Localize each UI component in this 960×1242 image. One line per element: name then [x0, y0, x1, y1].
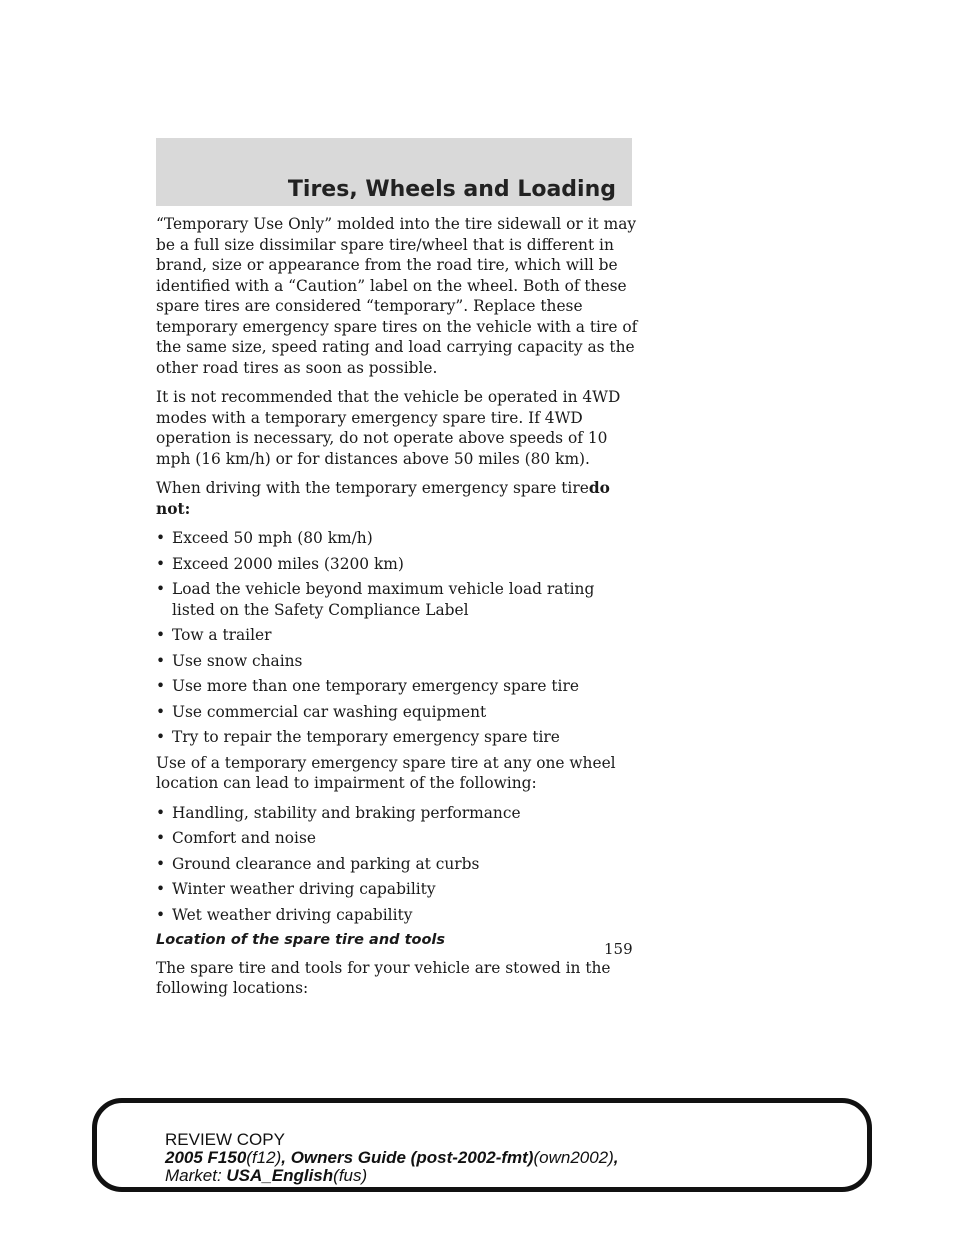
paragraph-4wd-warning: It is not recommended that the vehicle be operated in 4WD modes with a temporary emergency spare tire. If 4WD operation is necessary, do not operate above speeds of 10 mph (16 km/h) or for distances above 50 miles (80 km).	[156, 388, 621, 468]
do-not-emphasis: do not:	[156, 479, 610, 518]
market-label: Market:	[165, 1166, 227, 1185]
list-item	[156, 676, 640, 697]
bullet-mark: •	[156, 626, 166, 644]
list-item	[156, 803, 640, 824]
list-item	[156, 528, 640, 549]
review-copy-text	[165, 1131, 619, 1185]
do-not-list	[156, 528, 640, 748]
section-title: Tires, Wheels and Loading	[287, 177, 616, 202]
do-not-lead: When driving with the temporary emergency spare tire	[156, 479, 589, 497]
paragraph-impairment-intro: Use of a temporary emergency spare tire at any one wheel location can lead to impairment of the following:	[156, 753, 616, 792]
bullet-mark: •	[156, 880, 166, 898]
list-item-text: Exceed 2000 miles (3200 km)	[172, 554, 404, 573]
list-item-text: Use snow chains	[172, 651, 303, 670]
list-item-text: Ground clearance and parking at curbs	[172, 854, 480, 873]
bullet-mark: •	[156, 702, 166, 721]
list-item	[156, 702, 640, 723]
bullet-mark: •	[156, 905, 166, 924]
model-name: 2005 F150	[165, 1148, 247, 1167]
bullet-mark: •	[156, 728, 166, 746]
page-content	[156, 214, 640, 1008]
list-item-text: Try to repair the temporary emergency spare tire	[172, 728, 560, 746]
bullet-mark: •	[156, 580, 166, 598]
list-item	[156, 879, 640, 900]
list-item	[156, 905, 640, 926]
paragraph-temporary-spare: “Temporary Use Only” molded into the tire sidewall or it may be a full size dissimilar spare tire/wheel that is different in brand, size or appearance from the road tire, which will be identified with a “Caution” label on the wheel. Both of these spare tires are considered “temporary”. Replace these temporary emergency spare tires on the vehicle with a tire of the same size, speed rating and load carrying capacity as the other road tires as soon as possible.	[156, 215, 638, 377]
list-item-text: Exceed 50 mph (80 km/h)	[172, 529, 373, 547]
bullet-mark: •	[156, 554, 166, 573]
review-copy-guide-line	[165, 1149, 619, 1167]
bullet-mark: •	[156, 677, 166, 695]
list-item-text: Winter weather driving capability	[172, 880, 436, 898]
impairment-list	[156, 803, 640, 926]
paragraph-spare-location: The spare tire and tools for your vehicle are stowed in the following locations:	[156, 958, 611, 997]
list-item-text: Use commercial car washing equipment	[172, 702, 487, 721]
market-name: USA_English	[226, 1166, 334, 1185]
bullet-mark: •	[156, 651, 166, 670]
subheading-spare-location: Location of the spare tire and tools	[156, 932, 446, 948]
list-item-text: Tow a trailer	[172, 626, 272, 644]
list-item-text: Comfort and noise	[172, 829, 316, 847]
bullet-mark: •	[156, 854, 166, 873]
list-item	[156, 651, 640, 672]
bullet-mark: •	[156, 829, 166, 847]
guide-code: (own2002)	[533, 1148, 614, 1167]
list-item-text: Use more than one temporary emergency spare tire	[172, 677, 579, 695]
list-item	[156, 727, 640, 748]
bullet-mark: •	[156, 803, 166, 822]
review-copy-market-line	[165, 1167, 619, 1185]
paragraph-do-not-intro	[156, 478, 640, 519]
section-header-band	[156, 138, 632, 206]
model-code: (f12)	[246, 1148, 282, 1167]
list-item	[156, 554, 640, 575]
page-number: 159	[604, 940, 633, 958]
review-copy-box	[92, 1098, 872, 1192]
list-item	[156, 828, 640, 849]
bullet-mark: •	[156, 529, 166, 547]
guide-name: , Owners Guide (post-2002-fmt)	[281, 1148, 534, 1167]
list-item	[156, 579, 640, 620]
list-item	[156, 625, 640, 646]
list-item-text: Load the vehicle beyond maximum vehicle load rating listed on the Safety Compliance Label	[172, 580, 595, 619]
list-item	[156, 854, 640, 875]
guide-line-end: ,	[613, 1148, 619, 1167]
list-item-text: Handling, stability and braking performance	[172, 803, 521, 822]
review-copy-label: REVIEW COPY	[165, 1130, 285, 1149]
list-item-text: Wet weather driving capability	[172, 905, 413, 924]
market-code: (fus)	[333, 1166, 368, 1185]
